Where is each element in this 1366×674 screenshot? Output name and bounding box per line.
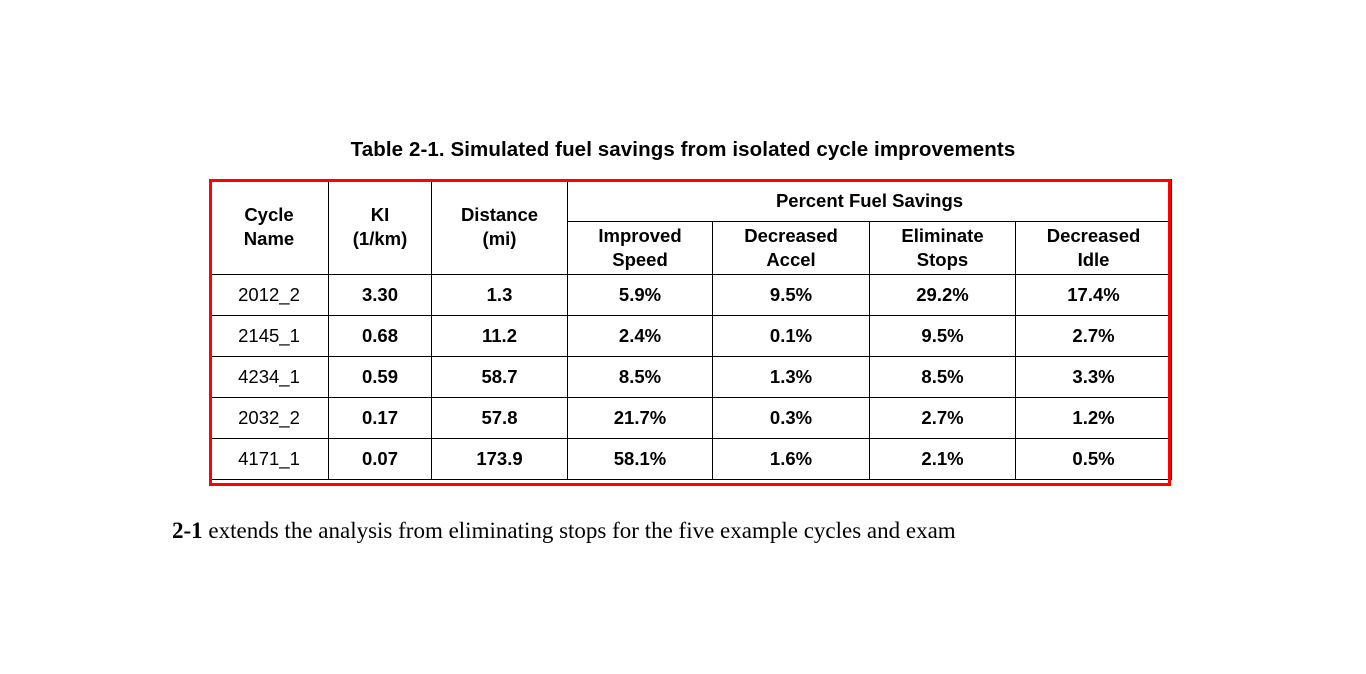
table-row xyxy=(210,439,1172,480)
cell-decreased-accel: 9.5% xyxy=(713,275,870,316)
header-cycle-name xyxy=(210,180,329,275)
header-decreased-accel-line2: Accel xyxy=(766,249,816,270)
cell-decreased-idle: 1.2% xyxy=(1016,398,1172,439)
header-decreased-idle xyxy=(1016,222,1172,275)
cell-improved-speed: 8.5% xyxy=(568,357,713,398)
header-decreased-accel-line1: Decreased xyxy=(744,225,838,246)
header-distance-line1: Distance xyxy=(460,204,539,225)
table-row xyxy=(210,357,1172,398)
body-paragraph xyxy=(172,518,1272,544)
header-improved-speed xyxy=(568,222,713,275)
cell-ki: 0.17 xyxy=(329,398,432,439)
cell-decreased-idle: 2.7% xyxy=(1016,316,1172,357)
cell-ki: 0.07 xyxy=(329,439,432,480)
header-eliminate-stops-line2: Stops xyxy=(916,249,969,270)
cell-ki: 0.59 xyxy=(329,357,432,398)
cell-decreased-idle: 17.4% xyxy=(1016,275,1172,316)
table-caption: Table 2-1. Simulated fuel savings from isolated cycle improvements xyxy=(350,138,1016,161)
cell-distance: 1.3 xyxy=(432,275,568,316)
cell-cycle-name: 2032_2 xyxy=(210,398,329,439)
cell-improved-speed: 21.7% xyxy=(568,398,713,439)
header-distance-line2: (mi) xyxy=(482,228,517,249)
cell-decreased-accel: 0.1% xyxy=(713,316,870,357)
cell-decreased-idle: 3.3% xyxy=(1016,357,1172,398)
table-body xyxy=(210,275,1172,480)
cell-cycle-name: 2012_2 xyxy=(210,275,329,316)
cell-improved-speed: 58.1% xyxy=(568,439,713,480)
cell-ki: 3.30 xyxy=(329,275,432,316)
header-eliminate-stops-line1: Eliminate xyxy=(901,225,984,246)
table-container xyxy=(209,179,1171,480)
cell-cycle-name: 2145_1 xyxy=(210,316,329,357)
header-cycle-name-line2: Name xyxy=(243,228,295,249)
cell-decreased-accel: 0.3% xyxy=(713,398,870,439)
header-decreased-idle-line1: Decreased xyxy=(1046,225,1141,246)
header-decreased-idle-line2: Idle xyxy=(1077,249,1110,270)
cell-distance: 173.9 xyxy=(432,439,568,480)
header-ki-line2: (1/km) xyxy=(352,228,408,249)
cell-decreased-idle: 0.5% xyxy=(1016,439,1172,480)
cell-improved-speed: 5.9% xyxy=(568,275,713,316)
header-ki-line1: KI xyxy=(370,204,390,225)
header-improved-speed-line2: Speed xyxy=(612,249,668,270)
cell-eliminate-stops: 9.5% xyxy=(870,316,1016,357)
cell-decreased-accel: 1.3% xyxy=(713,357,870,398)
header-improved-speed-line1: Improved xyxy=(598,225,682,246)
cell-eliminate-stops: 8.5% xyxy=(870,357,1016,398)
header-ki xyxy=(329,180,432,275)
cell-decreased-accel: 1.6% xyxy=(713,439,870,480)
cell-cycle-name: 4234_1 xyxy=(210,357,329,398)
cell-distance: 58.7 xyxy=(432,357,568,398)
table-row xyxy=(210,398,1172,439)
header-eliminate-stops xyxy=(870,222,1016,275)
table-header-row-1 xyxy=(210,180,1172,222)
header-cycle-name-line1: Cycle xyxy=(244,204,294,225)
cell-eliminate-stops: 2.1% xyxy=(870,439,1016,480)
cell-distance: 57.8 xyxy=(432,398,568,439)
cell-eliminate-stops: 29.2% xyxy=(870,275,1016,316)
cell-improved-speed: 2.4% xyxy=(568,316,713,357)
table-head xyxy=(210,180,1172,275)
header-distance xyxy=(432,180,568,275)
table-row xyxy=(210,316,1172,357)
table-row xyxy=(210,275,1172,316)
cell-eliminate-stops: 2.7% xyxy=(870,398,1016,439)
header-decreased-accel xyxy=(713,222,870,275)
cell-distance: 11.2 xyxy=(432,316,568,357)
body-paragraph-text: extends the analysis from eliminating stops for the five example cycles and exam xyxy=(202,518,956,543)
cell-ki: 0.68 xyxy=(329,316,432,357)
cell-cycle-name: 4171_1 xyxy=(210,439,329,480)
fuel-savings-table xyxy=(209,179,1172,480)
header-percent-fuel-savings: Percent Fuel Savings xyxy=(568,180,1172,222)
body-paragraph-reference: 2-1 xyxy=(172,518,203,543)
